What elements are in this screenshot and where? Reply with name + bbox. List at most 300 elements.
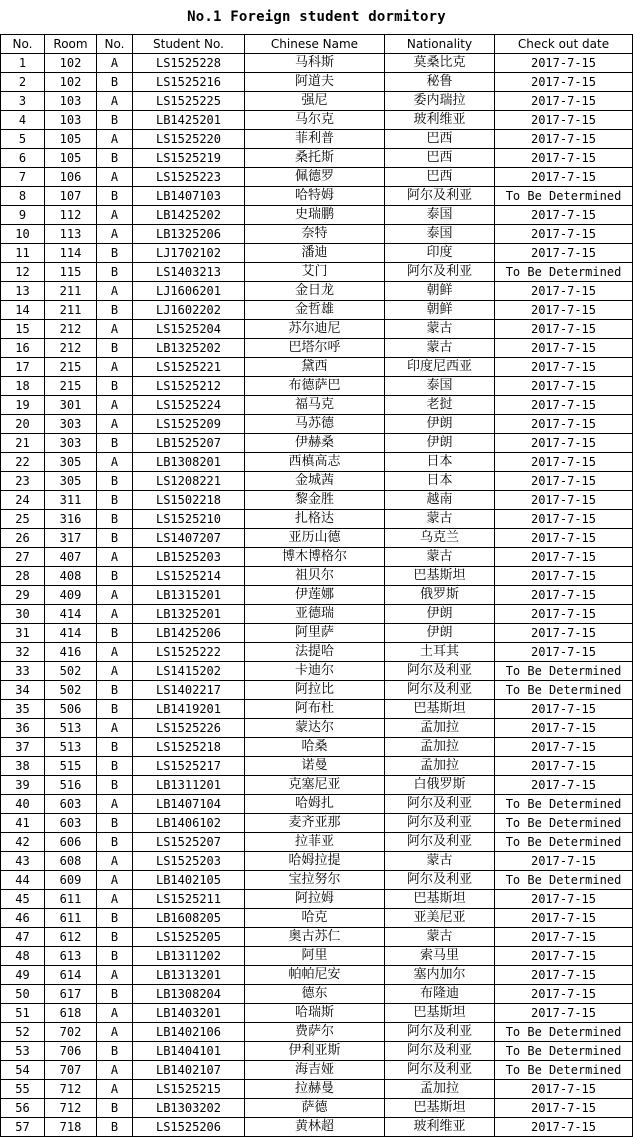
cell-checkout-date: 2017-7-15	[495, 700, 633, 719]
cell-nationality: 莫桑比克	[385, 54, 495, 73]
cell-no: 12	[1, 263, 45, 282]
cell-nationality: 玻利维亚	[385, 111, 495, 130]
cell-no: 51	[1, 1004, 45, 1023]
cell-checkout-date: 2017-7-15	[495, 852, 633, 871]
cell-checkout-date: 2017-7-15	[495, 529, 633, 548]
table-row	[1, 681, 633, 700]
cell-student-no: LB1325202	[133, 339, 245, 358]
col-header-bed: No.	[97, 35, 133, 54]
cell-student-no: LS1525216	[133, 73, 245, 92]
cell-checkout-date: 2017-7-15	[495, 225, 633, 244]
cell-student-no: LB1402105	[133, 871, 245, 890]
col-header-student-no: Student No.	[133, 35, 245, 54]
cell-no: 30	[1, 605, 45, 624]
cell-no: 54	[1, 1061, 45, 1080]
cell-room: 617	[45, 985, 97, 1004]
cell-nationality: 越南	[385, 491, 495, 510]
table-row	[1, 1080, 633, 1099]
cell-student-no: LJ1602202	[133, 301, 245, 320]
cell-no: 38	[1, 757, 45, 776]
cell-room: 603	[45, 795, 97, 814]
cell-bed: B	[97, 624, 133, 643]
table-row	[1, 966, 633, 985]
cell-bed: B	[97, 73, 133, 92]
cell-no: 21	[1, 434, 45, 453]
cell-nationality: 伊朗	[385, 434, 495, 453]
table-row	[1, 301, 633, 320]
cell-checkout-date: 2017-7-15	[495, 643, 633, 662]
cell-nationality: 布隆迪	[385, 985, 495, 1004]
table-row	[1, 1061, 633, 1080]
cell-room: 609	[45, 871, 97, 890]
cell-chinese-name: 黄林超	[245, 1118, 385, 1137]
cell-no: 1	[1, 54, 45, 73]
cell-bed: B	[97, 776, 133, 795]
cell-chinese-name: 金城茜	[245, 472, 385, 491]
cell-nationality: 蒙古	[385, 339, 495, 358]
table-row	[1, 168, 633, 187]
cell-student-no: LB1407103	[133, 187, 245, 206]
cell-nationality: 阿尔及利亚	[385, 814, 495, 833]
cell-student-no: LS1525223	[133, 168, 245, 187]
cell-no: 45	[1, 890, 45, 909]
cell-checkout-date: 2017-7-15	[495, 92, 633, 111]
cell-nationality: 巴基斯坦	[385, 567, 495, 586]
cell-no: 8	[1, 187, 45, 206]
page-title: No.1 Foreign student dormitory	[187, 9, 446, 25]
cell-bed: B	[97, 529, 133, 548]
cell-room: 414	[45, 605, 97, 624]
cell-bed: A	[97, 586, 133, 605]
cell-checkout-date: To Be Determined	[495, 681, 633, 700]
cell-chinese-name: 马尔克	[245, 111, 385, 130]
table-row	[1, 548, 633, 567]
cell-nationality: 巴西	[385, 168, 495, 187]
cell-no: 14	[1, 301, 45, 320]
cell-chinese-name: 扎格达	[245, 510, 385, 529]
cell-nationality: 阿尔及利亚	[385, 1061, 495, 1080]
cell-no: 29	[1, 586, 45, 605]
cell-no: 42	[1, 833, 45, 852]
cell-checkout-date: To Be Determined	[495, 814, 633, 833]
table-body	[1, 54, 633, 1137]
cell-no: 47	[1, 928, 45, 947]
table-row	[1, 92, 633, 111]
cell-checkout-date: 2017-7-15	[495, 472, 633, 491]
table-row	[1, 244, 633, 263]
cell-chinese-name: 阿拉姆	[245, 890, 385, 909]
table-row	[1, 206, 633, 225]
cell-chinese-name: 哈瑞斯	[245, 1004, 385, 1023]
cell-no: 16	[1, 339, 45, 358]
cell-nationality: 孟加拉	[385, 1080, 495, 1099]
cell-room: 112	[45, 206, 97, 225]
cell-checkout-date: 2017-7-15	[495, 567, 633, 586]
cell-bed: A	[97, 1004, 133, 1023]
cell-bed: B	[97, 909, 133, 928]
cell-bed: A	[97, 966, 133, 985]
cell-room: 513	[45, 738, 97, 757]
cell-checkout-date: 2017-7-15	[495, 909, 633, 928]
cell-nationality: 日本	[385, 472, 495, 491]
cell-room: 113	[45, 225, 97, 244]
cell-chinese-name: 桑托斯	[245, 149, 385, 168]
cell-no: 40	[1, 795, 45, 814]
cell-room: 212	[45, 339, 97, 358]
cell-nationality: 委内瑞拉	[385, 92, 495, 111]
cell-nationality: 乌克兰	[385, 529, 495, 548]
cell-checkout-date: To Be Determined	[495, 263, 633, 282]
cell-room: 513	[45, 719, 97, 738]
col-header-room: Room	[45, 35, 97, 54]
cell-no: 10	[1, 225, 45, 244]
table-row	[1, 586, 633, 605]
cell-student-no: LB1303202	[133, 1099, 245, 1118]
cell-nationality: 泰国	[385, 206, 495, 225]
cell-checkout-date: 2017-7-15	[495, 244, 633, 263]
col-header-no: No.	[1, 35, 45, 54]
table-row	[1, 814, 633, 833]
cell-no: 3	[1, 92, 45, 111]
cell-bed: B	[97, 187, 133, 206]
cell-chinese-name: 马科斯	[245, 54, 385, 73]
cell-bed: B	[97, 111, 133, 130]
cell-nationality: 蒙古	[385, 852, 495, 871]
cell-no: 6	[1, 149, 45, 168]
cell-bed: A	[97, 396, 133, 415]
cell-bed: A	[97, 282, 133, 301]
cell-checkout-date: 2017-7-15	[495, 339, 633, 358]
cell-chinese-name: 麦齐亚那	[245, 814, 385, 833]
cell-chinese-name: 阿道夫	[245, 73, 385, 92]
cell-no: 20	[1, 415, 45, 434]
cell-nationality: 阿尔及利亚	[385, 187, 495, 206]
cell-checkout-date: To Be Determined	[495, 662, 633, 681]
table-row	[1, 130, 633, 149]
cell-checkout-date: To Be Determined	[495, 795, 633, 814]
cell-student-no: LB1407104	[133, 795, 245, 814]
table-row	[1, 985, 633, 1004]
cell-bed: A	[97, 206, 133, 225]
cell-no: 2	[1, 73, 45, 92]
table-row	[1, 339, 633, 358]
cell-student-no: LB1402106	[133, 1023, 245, 1042]
cell-checkout-date: 2017-7-15	[495, 757, 633, 776]
cell-checkout-date: 2017-7-15	[495, 206, 633, 225]
cell-nationality: 孟加拉	[385, 738, 495, 757]
cell-no: 24	[1, 491, 45, 510]
cell-no: 32	[1, 643, 45, 662]
cell-chinese-name: 哈姆拉提	[245, 852, 385, 871]
cell-no: 39	[1, 776, 45, 795]
cell-chinese-name: 哈姆扎	[245, 795, 385, 814]
table-row	[1, 871, 633, 890]
cell-no: 41	[1, 814, 45, 833]
cell-bed: B	[97, 491, 133, 510]
cell-chinese-name: 金哲雄	[245, 301, 385, 320]
cell-chinese-name: 佩德罗	[245, 168, 385, 187]
cell-no: 56	[1, 1099, 45, 1118]
cell-checkout-date: 2017-7-15	[495, 966, 633, 985]
cell-student-no: LS1525224	[133, 396, 245, 415]
cell-bed: B	[97, 510, 133, 529]
table-row	[1, 320, 633, 339]
cell-bed: B	[97, 377, 133, 396]
cell-no: 43	[1, 852, 45, 871]
cell-room: 305	[45, 453, 97, 472]
cell-no: 5	[1, 130, 45, 149]
cell-room: 303	[45, 415, 97, 434]
cell-chinese-name: 巴塔尔呼	[245, 339, 385, 358]
cell-bed: B	[97, 833, 133, 852]
cell-student-no: LS1525226	[133, 719, 245, 738]
cell-chinese-name: 潘迪	[245, 244, 385, 263]
cell-checkout-date: 2017-7-15	[495, 510, 633, 529]
cell-nationality: 孟加拉	[385, 757, 495, 776]
cell-no: 11	[1, 244, 45, 263]
cell-no: 46	[1, 909, 45, 928]
cell-no: 19	[1, 396, 45, 415]
cell-student-no: LB1311202	[133, 947, 245, 966]
cell-student-no: LS1525222	[133, 643, 245, 662]
table-row	[1, 567, 633, 586]
cell-student-no: LS1525203	[133, 852, 245, 871]
table-row	[1, 909, 633, 928]
cell-chinese-name: 西槙高志	[245, 453, 385, 472]
cell-chinese-name: 阿拉比	[245, 681, 385, 700]
cell-nationality: 巴基斯坦	[385, 1099, 495, 1118]
cell-bed: A	[97, 54, 133, 73]
cell-checkout-date: 2017-7-15	[495, 396, 633, 415]
table-row	[1, 833, 633, 852]
cell-room: 103	[45, 92, 97, 111]
cell-no: 31	[1, 624, 45, 643]
cell-chinese-name: 黎金胜	[245, 491, 385, 510]
cell-nationality: 孟加拉	[385, 719, 495, 738]
cell-no: 9	[1, 206, 45, 225]
cell-chinese-name: 阿布杜	[245, 700, 385, 719]
cell-checkout-date: 2017-7-15	[495, 890, 633, 909]
cell-bed: A	[97, 662, 133, 681]
cell-no: 4	[1, 111, 45, 130]
cell-bed: A	[97, 548, 133, 567]
cell-nationality: 阿尔及利亚	[385, 662, 495, 681]
table-row	[1, 73, 633, 92]
col-header-nationality: Nationality	[385, 35, 495, 54]
table-row	[1, 852, 633, 871]
cell-checkout-date: 2017-7-15	[495, 1099, 633, 1118]
cell-room: 407	[45, 548, 97, 567]
cell-student-no: LB1608205	[133, 909, 245, 928]
table-row	[1, 719, 633, 738]
cell-checkout-date: 2017-7-15	[495, 1080, 633, 1099]
cell-no: 35	[1, 700, 45, 719]
cell-nationality: 阿尔及利亚	[385, 263, 495, 282]
cell-no: 36	[1, 719, 45, 738]
table-row	[1, 757, 633, 776]
cell-student-no: LS1525221	[133, 358, 245, 377]
cell-chinese-name: 宝拉努尔	[245, 871, 385, 890]
cell-chinese-name: 金日龙	[245, 282, 385, 301]
cell-checkout-date: 2017-7-15	[495, 548, 633, 567]
cell-student-no: LS1525209	[133, 415, 245, 434]
cell-bed: B	[97, 985, 133, 1004]
cell-student-no: LS1525217	[133, 757, 245, 776]
cell-bed: B	[97, 263, 133, 282]
cell-room: 107	[45, 187, 97, 206]
cell-room: 317	[45, 529, 97, 548]
cell-checkout-date: 2017-7-15	[495, 1004, 633, 1023]
cell-bed: A	[97, 358, 133, 377]
cell-bed: A	[97, 92, 133, 111]
col-header-checkout-date: Check out date	[495, 35, 633, 54]
table-row	[1, 890, 633, 909]
cell-nationality: 阿尔及利亚	[385, 1023, 495, 1042]
table-row	[1, 491, 633, 510]
table-row	[1, 738, 633, 757]
cell-chinese-name: 卡迪尔	[245, 662, 385, 681]
cell-student-no: LS1525204	[133, 320, 245, 339]
cell-nationality: 蒙古	[385, 548, 495, 567]
cell-student-no: LB1308201	[133, 453, 245, 472]
table-row	[1, 1118, 633, 1137]
cell-student-no: LS1208221	[133, 472, 245, 491]
cell-chinese-name: 艾门	[245, 263, 385, 282]
cell-room: 706	[45, 1042, 97, 1061]
cell-nationality: 白俄罗斯	[385, 776, 495, 795]
cell-room: 212	[45, 320, 97, 339]
cell-bed: B	[97, 757, 133, 776]
cell-nationality: 伊朗	[385, 415, 495, 434]
table-row	[1, 700, 633, 719]
cell-room: 611	[45, 890, 97, 909]
cell-student-no: LB1313201	[133, 966, 245, 985]
cell-chinese-name: 马苏德	[245, 415, 385, 434]
cell-room: 606	[45, 833, 97, 852]
cell-no: 53	[1, 1042, 45, 1061]
cell-no: 37	[1, 738, 45, 757]
cell-chinese-name: 德东	[245, 985, 385, 1004]
cell-bed: B	[97, 339, 133, 358]
cell-checkout-date: To Be Determined	[495, 1061, 633, 1080]
cell-student-no: LB1525203	[133, 548, 245, 567]
table-row	[1, 263, 633, 282]
cell-no: 48	[1, 947, 45, 966]
cell-no: 55	[1, 1080, 45, 1099]
cell-chinese-name: 亚德瑞	[245, 605, 385, 624]
dormitory-table	[0, 34, 633, 1137]
cell-student-no: LS1525225	[133, 92, 245, 111]
cell-nationality: 泰国	[385, 225, 495, 244]
cell-student-no: LS1525206	[133, 1118, 245, 1137]
cell-checkout-date: 2017-7-15	[495, 947, 633, 966]
cell-nationality: 阿尔及利亚	[385, 1042, 495, 1061]
cell-checkout-date: 2017-7-15	[495, 1118, 633, 1137]
cell-room: 502	[45, 681, 97, 700]
cell-chinese-name: 哈桑	[245, 738, 385, 757]
cell-student-no: LS1407207	[133, 529, 245, 548]
cell-student-no: LB1315201	[133, 586, 245, 605]
cell-bed: A	[97, 1023, 133, 1042]
cell-checkout-date: 2017-7-15	[495, 586, 633, 605]
cell-checkout-date: To Be Determined	[495, 1042, 633, 1061]
cell-checkout-date: To Be Determined	[495, 1023, 633, 1042]
cell-no: 22	[1, 453, 45, 472]
cell-bed: A	[97, 453, 133, 472]
cell-nationality: 阿尔及利亚	[385, 871, 495, 890]
cell-bed: A	[97, 852, 133, 871]
table-row	[1, 472, 633, 491]
cell-checkout-date: 2017-7-15	[495, 985, 633, 1004]
cell-student-no: LS1525228	[133, 54, 245, 73]
cell-nationality: 玻利维亚	[385, 1118, 495, 1137]
cell-bed: B	[97, 434, 133, 453]
cell-checkout-date: 2017-7-15	[495, 605, 633, 624]
cell-checkout-date: 2017-7-15	[495, 73, 633, 92]
cell-no: 33	[1, 662, 45, 681]
cell-nationality: 日本	[385, 453, 495, 472]
cell-no: 27	[1, 548, 45, 567]
cell-checkout-date: 2017-7-15	[495, 377, 633, 396]
cell-bed: A	[97, 1080, 133, 1099]
cell-nationality: 印度	[385, 244, 495, 263]
cell-student-no: LS1525220	[133, 130, 245, 149]
cell-student-no: LS1415202	[133, 662, 245, 681]
cell-bed: B	[97, 1118, 133, 1137]
cell-chinese-name: 强尼	[245, 92, 385, 111]
cell-bed: B	[97, 947, 133, 966]
cell-checkout-date: 2017-7-15	[495, 453, 633, 472]
cell-student-no: LB1406102	[133, 814, 245, 833]
cell-nationality: 巴基斯坦	[385, 700, 495, 719]
cell-nationality: 巴西	[385, 130, 495, 149]
cell-no: 28	[1, 567, 45, 586]
cell-student-no: LS1525219	[133, 149, 245, 168]
cell-bed: A	[97, 1061, 133, 1080]
cell-bed: A	[97, 890, 133, 909]
cell-bed: B	[97, 738, 133, 757]
table-row	[1, 415, 633, 434]
cell-no: 15	[1, 320, 45, 339]
cell-chinese-name: 阿里萨	[245, 624, 385, 643]
cell-room: 105	[45, 149, 97, 168]
cell-bed: A	[97, 871, 133, 890]
table-row	[1, 510, 633, 529]
cell-student-no: LB1419201	[133, 700, 245, 719]
cell-room: 712	[45, 1099, 97, 1118]
cell-chinese-name: 费萨尔	[245, 1023, 385, 1042]
cell-room: 718	[45, 1118, 97, 1137]
cell-nationality: 蒙古	[385, 320, 495, 339]
cell-checkout-date: 2017-7-15	[495, 491, 633, 510]
cell-no: 23	[1, 472, 45, 491]
cell-room: 114	[45, 244, 97, 263]
header-row	[1, 35, 633, 54]
table-row	[1, 776, 633, 795]
cell-checkout-date: To Be Determined	[495, 187, 633, 206]
cell-room: 102	[45, 73, 97, 92]
cell-bed: B	[97, 700, 133, 719]
cell-chinese-name: 史瑞鹏	[245, 206, 385, 225]
cell-room: 303	[45, 434, 97, 453]
cell-chinese-name: 海吉娅	[245, 1061, 385, 1080]
cell-student-no: LS1525215	[133, 1080, 245, 1099]
cell-chinese-name: 克塞尼亚	[245, 776, 385, 795]
cell-nationality: 印度尼西亚	[385, 358, 495, 377]
table-row	[1, 1099, 633, 1118]
cell-no: 52	[1, 1023, 45, 1042]
cell-no: 34	[1, 681, 45, 700]
